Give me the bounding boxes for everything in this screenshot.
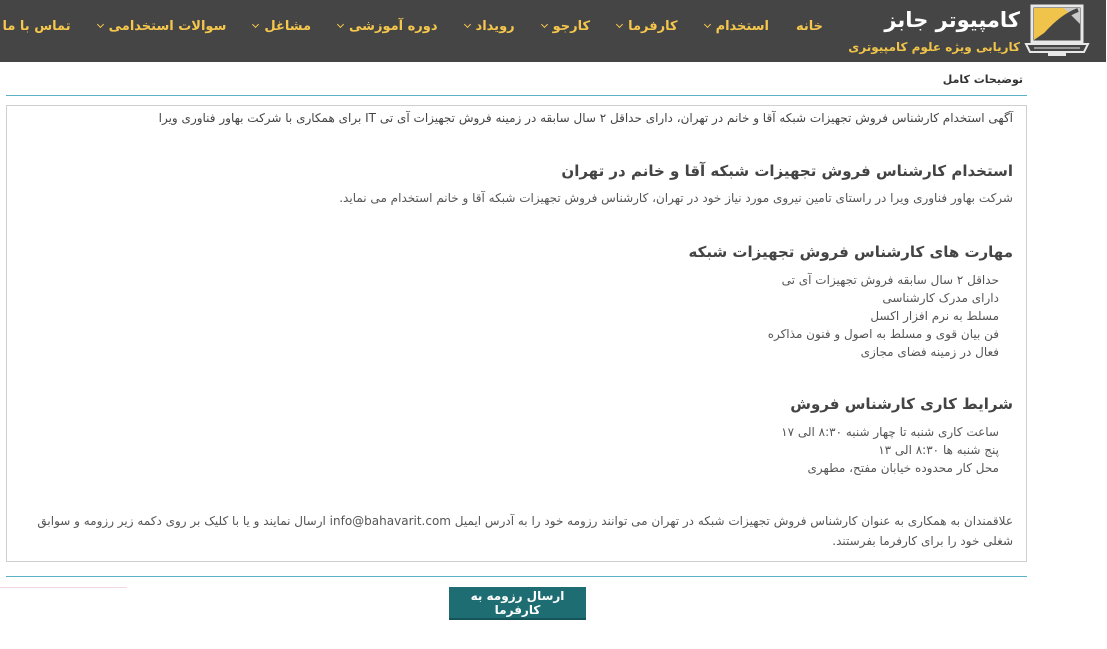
- brand-subtitle: کاریابی ویژه علوم کامپیوتری: [849, 40, 1021, 54]
- list-item: پنج شنبه ها ۸:۳۰ الی ۱۳: [879, 443, 1000, 457]
- nav-label: مشاغل: [265, 18, 313, 34]
- chevron-down-icon: [705, 21, 712, 28]
- nav-label: خانه: [796, 18, 824, 34]
- chevron-down-icon: [98, 21, 105, 28]
- site-logo[interactable]: [849, 2, 1099, 60]
- job-description-box: [7, 105, 1028, 562]
- brand-title: کامپیوتر جابز: [885, 8, 1021, 32]
- heading-skills: مهارت های کارشناس فروش تجهیزات شبکه: [689, 243, 1014, 261]
- list-item: حداقل ۲ سال سابقه فروش تجهیزات آی تی: [782, 273, 1000, 287]
- top-navbar: [0, 0, 1107, 62]
- send-resume-button[interactable]: ارسال رزومه به کارفرما: [450, 587, 587, 620]
- nav-label: کارجو: [553, 18, 592, 34]
- heading-conditions: شرایط کاری کارشناس فروش: [791, 395, 1014, 413]
- nav-label: کارفرما: [629, 18, 679, 34]
- nav-item-courses[interactable]: [339, 19, 439, 34]
- chevron-down-icon: [338, 21, 345, 28]
- heading-job-title: استخدام کارشناس فروش تجهیزات شبکه آقا و خانم در تهران: [562, 162, 1014, 180]
- chevron-down-icon: [253, 21, 260, 28]
- section-divider: [7, 95, 1028, 96]
- closing-paragraph: علاقمندان به همکاری به عنوان کارشناس فروش تجهیزات شبکه در تهران می توانند رزومه خود را به آدرس ایمیل info@bahavarit.com ارسال نمایند و یا با کلیک بر روی دکمه زیر رزومه و سوابق شغلی خود را برای کارفرما بفرستند.: [38, 514, 1014, 548]
- nav-item-events[interactable]: [466, 19, 516, 34]
- nav-label: استخدام: [716, 18, 770, 34]
- decorative-line: [0, 587, 128, 588]
- list-item: ساعت کاری شنبه تا چهار شنبه ۸:۳۰ الی ۱۷: [782, 425, 1000, 439]
- list-item: فعال در زمینه فضای مجازی: [861, 345, 1000, 359]
- nav-label: تماس با ما: [3, 18, 72, 34]
- conditions-list: [782, 423, 1000, 477]
- nav-label: دوره آموزشی: [350, 18, 439, 34]
- nav-item-interview-questions[interactable]: [99, 19, 228, 34]
- list-item: محل کار محدوده خیابان مفتح، مطهری: [808, 461, 1000, 475]
- section-title: توضیحات کامل: [943, 73, 1024, 86]
- chevron-down-icon: [542, 21, 549, 28]
- nav-item-home[interactable]: [797, 19, 824, 34]
- nav-label: رویداد: [476, 18, 516, 34]
- nav-item-employment[interactable]: [706, 19, 770, 34]
- nav-item-jobseeker[interactable]: [543, 19, 591, 34]
- intro-text: آگهی استخدام کارشناس فروش تجهیزات شبکه آقا و خانم در تهران، دارای حداقل ۲ سال سابقه در زمینه فروش تجهیزات آی تی IT برای همکاری با شرکت بهاور فناوری ویرا: [159, 111, 1014, 125]
- main-nav: [0, 0, 824, 52]
- chevron-down-icon: [465, 21, 472, 28]
- list-item: دارای مدرک کارشناسی: [883, 291, 1000, 305]
- list-item: فن بیان قوی و مسلط به اصول و فنون مذاکره: [768, 327, 1000, 341]
- skills-list: [769, 271, 1000, 361]
- company-paragraph: شرکت بهاور فناوری ویرا در راستای تامین نیروی مورد نیاز خود در تهران، کارشناس فروش تجهیزات شبکه آقا و خانم استخدام می نماید.: [340, 191, 1014, 205]
- laptop-logo-icon: [1025, 4, 1091, 58]
- nav-item-employer[interactable]: [618, 19, 678, 34]
- nav-label: سوالات استخدامی: [109, 18, 228, 34]
- list-item: مسلط به نرم افزار اکسل: [871, 309, 1000, 323]
- nav-item-contact[interactable]: [0, 19, 72, 34]
- bottom-divider: [7, 576, 1028, 577]
- nav-item-jobs[interactable]: [254, 19, 312, 34]
- chevron-down-icon: [617, 21, 624, 28]
